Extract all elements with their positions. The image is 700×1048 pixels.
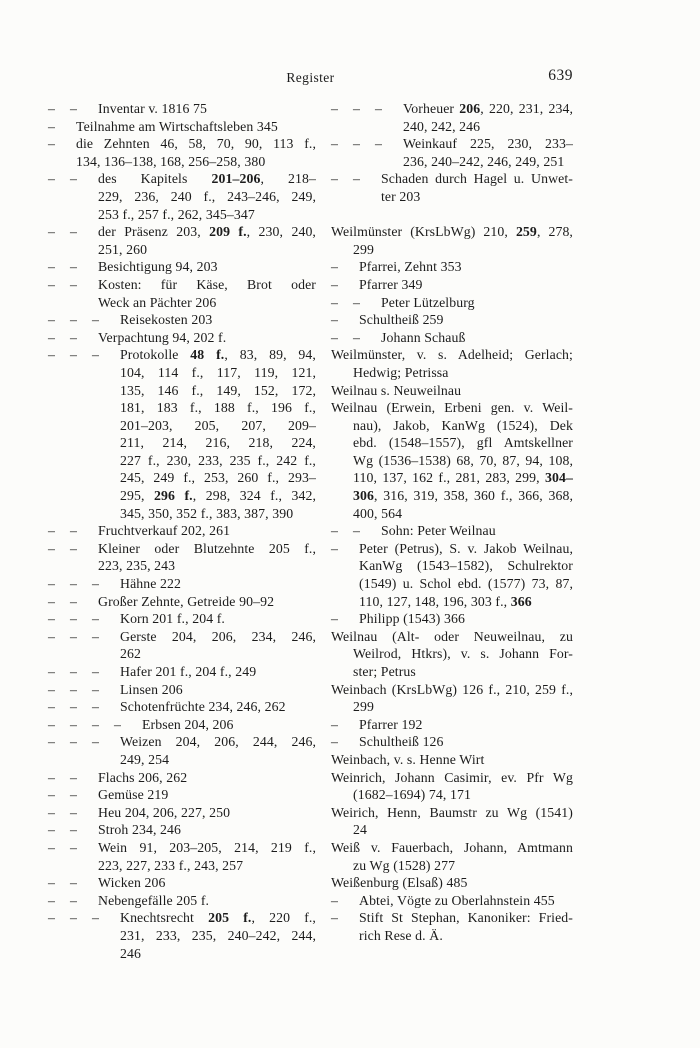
index-entry <box>331 170 573 205</box>
index-entry <box>48 100 316 118</box>
index-entry-line: 345, 350, 352 f., 383, 387, 390 <box>120 505 294 521</box>
indent-dash: – <box>70 787 77 803</box>
indent-dash: – <box>92 576 99 592</box>
indent-dash: – <box>70 224 77 240</box>
index-entry <box>331 399 573 522</box>
index-entry-line: ster; Petrus <box>353 664 416 679</box>
index-entry <box>48 839 316 874</box>
index-entry-line: Johann Schauß <box>381 329 466 345</box>
index-entry-line: Weilmünster (KrsLbWg) 210, 259, 278, <box>331 224 573 240</box>
index-entry <box>331 892 573 910</box>
index-entry-line: 231, 233, 235, 240–242, 244, <box>120 927 316 943</box>
index-entry-line: 236, 240–242, 246, 249, 251 <box>403 153 565 169</box>
index-entry-line: Reisekosten 203 <box>120 312 213 328</box>
index-entry <box>48 874 316 892</box>
index-entry-line: Weilnau (Alt- oder Neuweilnau, zu <box>331 628 573 644</box>
index-entry <box>48 610 316 628</box>
indent-dash: – <box>48 716 55 732</box>
index-entry-line: Weinkauf 225, 230, 233– <box>403 136 573 152</box>
index-entry-line: 246 <box>120 945 141 961</box>
index-entry-line: Weinbach, v. s. Henne Wirt <box>331 751 485 767</box>
indent-dash: – <box>353 136 360 152</box>
indent-dash: – <box>92 699 99 715</box>
index-entry-line: Pfarrer 192 <box>359 716 423 732</box>
index-entry-line: Heu 204, 206, 227, 250 <box>98 804 231 820</box>
indent-dash: – <box>48 136 55 152</box>
indent-dash: – <box>331 294 338 310</box>
indent-dash: – <box>48 593 55 609</box>
indent-dash: – <box>70 347 77 363</box>
index-entry-line: Protokolle 48 f., 83, 89, 94, <box>120 347 316 363</box>
indent-dash: – <box>70 593 77 609</box>
index-entry-line: 135, 146 f., 149, 152, 172, <box>120 382 316 398</box>
indent-dash: – <box>70 716 77 732</box>
index-entry <box>48 698 316 716</box>
index-entry-line: 245, 249 f., 253, 260 f., 293– <box>120 470 316 486</box>
index-entry <box>48 329 316 347</box>
index-entry-line: Flachs 206, 262 <box>98 769 188 785</box>
index-entry-line: 110, 127, 148, 196, 303 f., 366 <box>359 593 532 609</box>
indent-dash: – <box>92 734 99 750</box>
index-entry <box>331 540 573 610</box>
indent-dash: – <box>48 118 55 134</box>
index-entry-line: Peter (Petrus), S. v. Jakob Weilnau, <box>359 540 573 556</box>
indent-dash: – <box>48 611 55 627</box>
indent-dash: – <box>70 329 77 345</box>
indent-dash: – <box>353 171 360 187</box>
indent-dash: – <box>92 664 99 679</box>
indent-dash: – <box>48 664 55 679</box>
index-entry-line: nau), Jakob, KanWg (1524), Dek <box>353 417 573 433</box>
page-header <box>48 67 573 86</box>
index-entry-line: 253 f., 257 f., 262, 345–347 <box>98 206 255 222</box>
indent-dash: – <box>353 101 360 116</box>
indent-dash: – <box>70 822 77 838</box>
indent-dash: – <box>48 769 55 785</box>
running-title: Register <box>286 70 335 85</box>
index-entry-line: 229, 236, 240 f., 243–246, 249, <box>98 188 316 204</box>
indent-dash: – <box>331 276 338 292</box>
index-entry-line: Nebengefälle 205 f. <box>98 892 210 908</box>
indent-dash: – <box>70 576 77 592</box>
index-entry-line: Wein 91, 203–205, 214, 219 f., <box>98 839 316 855</box>
index-entry-line: (1549) u. Schol ebd. (1577) 73, 87, <box>359 576 573 592</box>
index-entry-line: Peter Lützelburg <box>381 294 475 310</box>
indent-dash: – <box>70 839 77 855</box>
index-entry-line: Linsen 206 <box>120 681 183 697</box>
indent-dash: – <box>92 312 99 328</box>
index-entry <box>48 575 316 593</box>
indent-dash: – <box>70 681 77 697</box>
index-entry-line: Weilrod, Htkrs), v. s. Johann For- <box>353 646 573 662</box>
index-entry-line: KanWg (1543–1582), Schulrektor <box>359 558 573 574</box>
index-entry <box>48 821 316 839</box>
index-entry-line: Vorheuer 206, 220, 231, 234, <box>403 101 573 116</box>
index-entry-line: Weizen 204, 206, 244, 246, <box>120 734 316 750</box>
index-entry-line: 201–203, 205, 207, 209– <box>120 417 316 433</box>
indent-dash: – <box>70 540 77 556</box>
index-entry-line: 240, 242, 246 <box>403 118 481 134</box>
index-entry <box>331 223 573 258</box>
indent-dash: – <box>48 171 55 187</box>
index-entry <box>48 311 316 329</box>
index-entry-line: 223, 227, 233 f., 243, 257 <box>98 857 244 873</box>
index-entry-line: der Präsenz 203, 209 f., 230, 240, <box>98 224 316 240</box>
indent-dash: – <box>48 540 55 556</box>
index-entry <box>331 839 573 874</box>
index-entry-line: Wg (1536–1538) 68, 70, 87, 94, 108, <box>353 452 573 468</box>
indent-dash: – <box>331 892 338 908</box>
index-entry-line: Pfarrei, Zehnt 353 <box>359 259 462 275</box>
index-entry-line: Großer Zehnte, Getreide 90–92 <box>98 593 275 609</box>
index-entry-line: ebd. (1548–1557), gfl Amtskellner <box>353 435 573 451</box>
index-entry-line: Stift St Stephan, Kanoniker: Fried- <box>359 910 573 926</box>
index-entry <box>331 522 573 540</box>
indent-dash: – <box>48 822 55 838</box>
left-column <box>48 100 316 962</box>
index-entry-line: Weilnau s. Neuweilnau <box>331 382 462 398</box>
index-entry-line: Kleiner oder Blutzehnte 205 f., <box>98 540 316 556</box>
index-entry <box>48 135 316 170</box>
index-entry <box>331 329 573 347</box>
index-entry-line: Weirich, Henn, Baumstr zu Wg (1541) <box>331 804 573 820</box>
index-entry <box>331 733 573 751</box>
index-entry-line: 227 f., 230, 233, 235 f., 242 f., <box>120 452 316 468</box>
index-entry <box>331 751 573 769</box>
index-entry-line: rich Rese d. Ä. <box>359 927 443 943</box>
indent-dash: – <box>70 312 77 328</box>
index-entry-line: Verpachtung 94, 202 f. <box>98 329 227 345</box>
indent-dash: – <box>331 101 338 116</box>
index-entry-line: 249, 254 <box>120 751 170 767</box>
indent-dash: – <box>331 716 338 732</box>
index-entry-line: Besichtigung 94, 203 <box>98 259 218 275</box>
index-entry <box>48 786 316 804</box>
indent-dash: – <box>48 892 55 908</box>
indent-dash: – <box>70 734 77 750</box>
indent-dash: – <box>70 910 77 926</box>
page-number: 639 <box>548 67 573 84</box>
index-entry <box>48 804 316 822</box>
index-entry-line: 110, 137, 162 f., 281, 283, 299, 304– <box>353 470 573 486</box>
indent-dash: – <box>353 523 360 539</box>
index-entry-line: Fruchtverkauf 202, 261 <box>98 523 231 539</box>
indent-dash: – <box>70 875 77 891</box>
index-entry-line: 299 <box>353 241 374 257</box>
index-entry-line: 104, 114 f., 117, 119, 121, <box>120 364 316 380</box>
indent-dash: – <box>48 875 55 891</box>
index-entry-line: Philipp (1543) 366 <box>359 611 466 627</box>
indent-dash: – <box>331 136 338 152</box>
index-entry <box>331 716 573 734</box>
indent-dash: – <box>70 699 77 715</box>
indent-dash: – <box>48 576 55 592</box>
index-entry-line: 262 <box>120 646 141 662</box>
index-entry-line: ter 203 <box>381 188 421 204</box>
index-entry-line: Schotenfrüchte 234, 246, 262 <box>120 699 286 715</box>
indent-dash: – <box>331 329 338 345</box>
indent-dash: – <box>48 224 55 240</box>
indent-dash: – <box>331 611 338 627</box>
indent-dash: – <box>48 523 55 539</box>
index-entry <box>48 276 316 311</box>
index-entry-line: 223, 235, 243 <box>98 558 176 574</box>
index-entry-line: Weinbach (KrsLbWg) 126 f., 210, 259 f., <box>331 681 573 697</box>
index-entry <box>48 522 316 540</box>
indent-dash: – <box>92 716 99 732</box>
index-entry <box>48 733 316 768</box>
indent-dash: – <box>331 259 338 275</box>
index-entry <box>331 311 573 329</box>
index-entry <box>48 628 316 663</box>
indent-dash: – <box>92 681 99 697</box>
indent-dash: – <box>70 804 77 820</box>
index-entry <box>48 593 316 611</box>
index-entry-line: die Zehnten 46, 58, 70, 90, 113 f., <box>76 136 316 152</box>
index-entry <box>48 716 316 734</box>
index-entry-line: 400, 564 <box>353 505 403 521</box>
index-entry-line: Korn 201 f., 204 f. <box>120 611 225 627</box>
index-entry-line: Weilnau (Erwein, Erbeni gen. v. Weil- <box>331 400 573 416</box>
index-entry-line: Gerste 204, 206, 234, 246, <box>120 628 316 644</box>
index-entry-line: Weck an Pächter 206 <box>98 294 217 310</box>
index-entry-line: 134, 136–138, 168, 256–258, 380 <box>76 153 266 169</box>
indent-dash: – <box>48 804 55 820</box>
index-entry-line: Weiß v. Fauerbach, Johann, Amtmann <box>331 839 573 855</box>
right-column <box>331 100 573 945</box>
index-entry <box>48 909 316 962</box>
index-entry <box>331 628 573 681</box>
index-entry-line: 251, 260 <box>98 241 148 257</box>
indent-dash: – <box>331 540 338 556</box>
indent-dash: – <box>70 628 77 644</box>
index-entry-line: Hähne 222 <box>120 576 182 592</box>
indent-dash: – <box>48 681 55 697</box>
indent-dash: – <box>353 329 360 345</box>
index-entry-line: 181, 183 f., 188 f., 196 f., <box>120 400 316 416</box>
index-entry <box>48 258 316 276</box>
index-entry <box>48 663 316 681</box>
index-entry-line: Stroh 234, 246 <box>98 822 182 838</box>
indent-dash: – <box>48 276 55 292</box>
indent-dash: – <box>70 892 77 908</box>
indent-dash: – <box>375 136 382 152</box>
indent-dash: – <box>353 294 360 310</box>
indent-dash: – <box>70 664 77 679</box>
index-entry-line: 24 <box>353 822 367 838</box>
indent-dash: – <box>92 628 99 644</box>
index-entry <box>331 100 573 135</box>
indent-dash: – <box>70 259 77 275</box>
index-entry-line: Wicken 206 <box>98 875 166 891</box>
index-entry <box>331 610 573 628</box>
index-entry <box>331 294 573 312</box>
indent-dash: – <box>48 312 55 328</box>
indent-dash: – <box>70 611 77 627</box>
index-entry-line: des Kapitels 201–206, 218– <box>98 171 317 187</box>
indent-dash: – <box>48 734 55 750</box>
index-entry <box>331 804 573 839</box>
index-entry-line: Erbsen 204, 206 <box>142 716 234 732</box>
index-entry <box>331 769 573 804</box>
index-entry <box>48 681 316 699</box>
index-entry <box>331 135 573 170</box>
index-entry <box>331 346 573 381</box>
index-entry <box>48 540 316 575</box>
index-entry-line: Teilnahme am Wirtschaftsleben 345 <box>76 118 278 134</box>
indent-dash: – <box>331 910 338 926</box>
index-entry-line: Schultheiß 126 <box>359 734 444 750</box>
index-entry-line: Abtei, Vögte zu Oberlahnstein 455 <box>359 892 555 908</box>
indent-dash: – <box>70 171 77 187</box>
indent-dash: – <box>70 769 77 785</box>
index-entry <box>48 346 316 522</box>
indent-dash: – <box>92 347 99 363</box>
index-entry-line: (1682–1694) 74, 171 <box>353 787 472 803</box>
indent-dash: – <box>92 910 99 926</box>
indent-dash: – <box>48 699 55 715</box>
indent-dash: – <box>114 716 121 732</box>
indent-dash: – <box>70 523 77 539</box>
index-entry-line: Weißenburg (Elsaß) 485 <box>331 875 468 891</box>
index-entry-line: Schultheiß 259 <box>359 312 444 328</box>
indent-dash: – <box>331 171 338 187</box>
index-entry <box>331 874 573 892</box>
index-entry <box>48 118 316 136</box>
index-entry-line: Pfarrer 349 <box>359 276 423 292</box>
indent-dash: – <box>48 839 55 855</box>
index-entry <box>331 276 573 294</box>
indent-dash: – <box>92 611 99 627</box>
indent-dash: – <box>375 101 382 116</box>
index-entry-line: Weinrich, Johann Casimir, ev. Pfr Wg <box>331 769 573 785</box>
indent-dash: – <box>48 347 55 363</box>
index-entry <box>48 170 316 223</box>
index-entry <box>331 258 573 276</box>
indent-dash: – <box>48 101 55 116</box>
index-entry <box>331 681 573 716</box>
indent-dash: – <box>48 628 55 644</box>
index-entry-line: zu Wg (1528) 277 <box>353 857 456 873</box>
index-entry <box>331 382 573 400</box>
index-entry-line: Sohn: Peter Weilnau <box>381 523 496 539</box>
index-entry-line: 306, 316, 319, 358, 360 f., 366, 368, <box>353 488 573 504</box>
index-entry-line: Kosten: für Käse, Brot oder <box>98 276 316 292</box>
index-entry-line: Weilmünster, v. s. Adelheid; Gerlach; <box>331 347 573 363</box>
index-entry-line: Hafer 201 f., 204 f., 249 <box>120 664 257 679</box>
index-entry-line: Knechtsrecht 205 f., 220 f., <box>120 910 316 926</box>
indent-dash: – <box>331 734 338 750</box>
index-entry <box>48 892 316 910</box>
indent-dash: – <box>48 329 55 345</box>
index-entry-line: Schaden durch Hagel u. Unwet- <box>381 171 573 187</box>
index-entry <box>48 223 316 258</box>
index-entry-line: Hedwig; Petrissa <box>353 364 449 380</box>
indent-dash: – <box>48 259 55 275</box>
indent-dash: – <box>70 276 77 292</box>
indent-dash: – <box>48 787 55 803</box>
indent-dash: – <box>331 312 338 328</box>
index-entry-line: 211, 214, 216, 218, 224, <box>120 435 316 451</box>
index-entry <box>48 769 316 787</box>
index-entry-line: Inventar v. 1816 75 <box>98 101 208 116</box>
index-entry <box>331 909 573 944</box>
indent-dash: – <box>70 101 77 116</box>
index-entry-line: Gemüse 219 <box>98 787 169 803</box>
indent-dash: – <box>331 523 338 539</box>
index-entry-line: 299 <box>353 699 374 715</box>
indent-dash: – <box>48 910 55 926</box>
index-entry-line: 295, 296 f., 298, 324 f., 342, <box>120 488 316 504</box>
